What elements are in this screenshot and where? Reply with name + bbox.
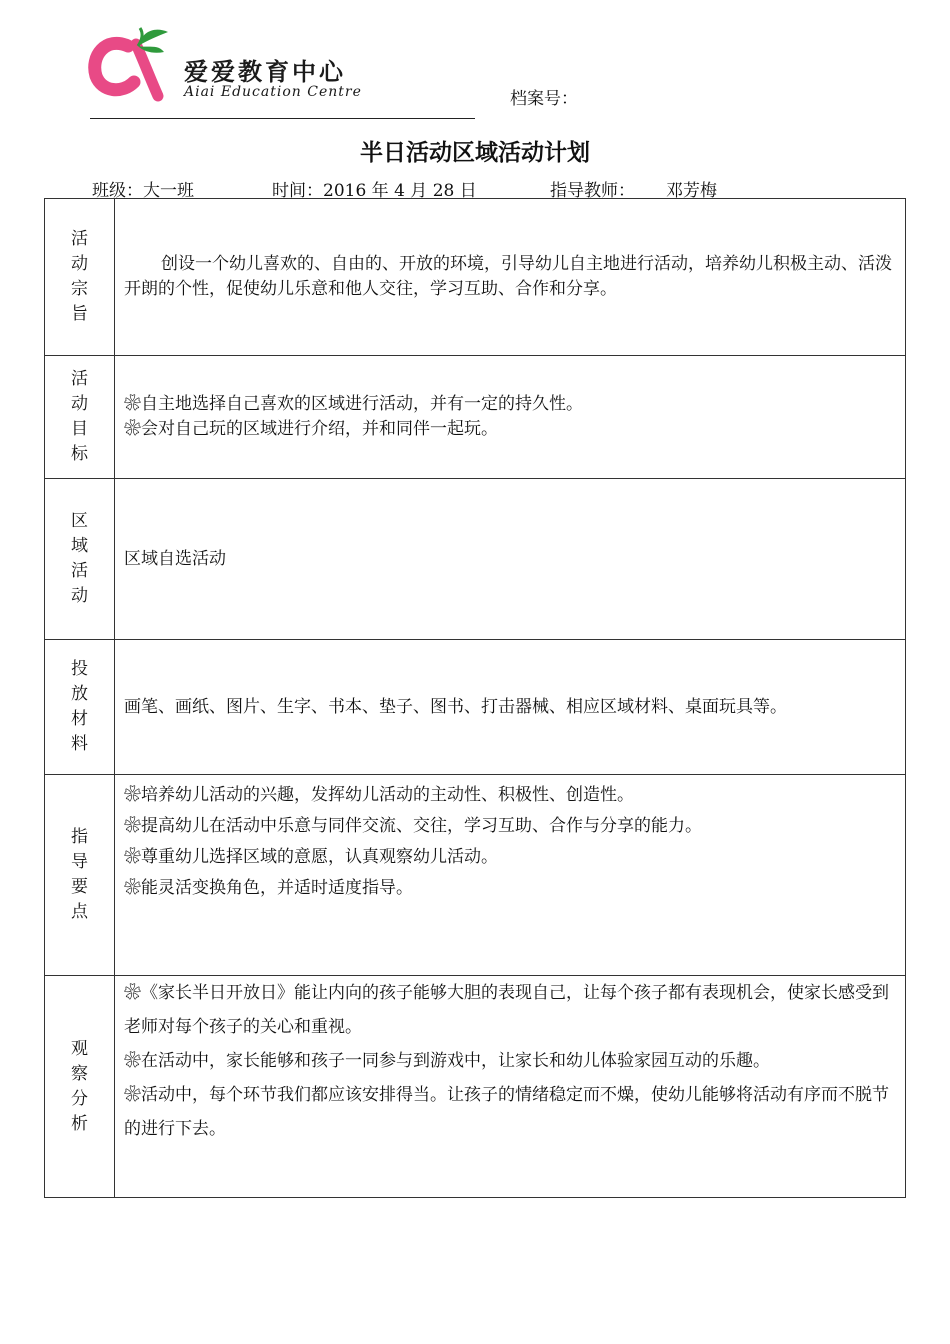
logo-english-name: Aiai Education Centre: [184, 84, 362, 100]
table-row: [45, 976, 906, 1198]
guidance-item: ❀能灵活变换角色，并适时适度指导。: [124, 878, 413, 898]
observation-item: ❀《家长半日开放日》能让内向的孩子能够大胆的表现自己，让每个孩子都有表现机会，使家长感受到老师对每个孩子的关心和重视。: [124, 983, 889, 1037]
time-label: 时间：2016 年 4 月 28 日: [272, 181, 477, 201]
observation-item: ❀在活动中，家长能够和孩子一同参与到游戏中，让家长和幼儿体验家园互动的乐趣。: [124, 1051, 770, 1071]
logo-chinese-name: 爱爱教育中心: [184, 58, 346, 86]
table-row: [45, 356, 906, 479]
row-content-cell: [115, 640, 906, 775]
area-text: 区域自选活动: [124, 548, 226, 569]
row-label-cell: [45, 640, 115, 775]
purpose-text: 创设一个幼儿喜欢的、自由的、开放的环境，引导幼儿自主地进行活动，培养幼儿积极主动、活泼开朗的个性，促使幼儿乐意和他人交往，学习互助、合作和分享。: [124, 254, 892, 299]
row-label-cell: [45, 775, 115, 976]
row-content-cell: [115, 775, 906, 976]
goal-item: ❀自主地选择自己喜欢的区域进行活动，并有一定的持久性。: [124, 394, 583, 414]
guidance-item: ❀培养幼儿活动的兴趣，发挥幼儿活动的主动性、积极性、创造性。: [124, 785, 634, 805]
row-content-cell: [115, 199, 906, 356]
materials-text: 画笔、画纸、图片、生字、书本、垫子、图书、打击器械、相应区域材料、桌面玩具等。: [124, 696, 787, 717]
row-label-materials: 投放材料: [71, 659, 88, 754]
row-content-cell: [115, 479, 906, 640]
observation-item: ❀活动中，每个环节我们都应该安排得当。让孩子的情绪稳定而不燥，使幼儿能够将活动有序而不脱节的进行下去。: [124, 1085, 889, 1139]
row-label-cell: [45, 356, 115, 479]
teacher-name: 邓芳梅: [666, 181, 717, 201]
row-label-guidance: 指导要点: [71, 827, 88, 922]
archive-number-label: 档案号：: [510, 89, 578, 109]
row-label-goals: 活动目标: [71, 369, 88, 464]
row-label-cell: [45, 479, 115, 640]
logo: [88, 22, 398, 104]
row-label-cell: [45, 199, 115, 356]
guidance-item: ❀尊重幼儿选择区域的意愿，认真观察幼儿活动。: [124, 847, 498, 867]
class-label: 班级：大一班: [92, 181, 194, 201]
row-label-purpose: 活动宗旨: [71, 229, 88, 324]
row-label-cell: [45, 976, 115, 1198]
header-divider: [90, 118, 475, 119]
goal-item: ❀会对自己玩的区域进行介绍，并和同伴一起玩。: [124, 419, 498, 439]
guidance-item: ❀提高幼儿在活动中乐意与同伴交流、交往，学习互助、合作与分享的能力。: [124, 816, 702, 836]
logo-mark-icon: [88, 22, 188, 104]
page-title: 半日活动区域活动计划: [360, 140, 590, 166]
table-row: [45, 199, 906, 356]
table-row: [45, 775, 906, 976]
row-content-cell: [115, 976, 906, 1198]
row-label-observation: 观察分析: [71, 1038, 88, 1134]
table-row: [45, 640, 906, 775]
teacher-label: 指导教师：: [550, 181, 635, 201]
table-row: [45, 479, 906, 640]
row-label-area: 区域活动: [71, 511, 88, 606]
row-content-cell: [115, 356, 906, 479]
plan-table: [44, 198, 906, 1198]
